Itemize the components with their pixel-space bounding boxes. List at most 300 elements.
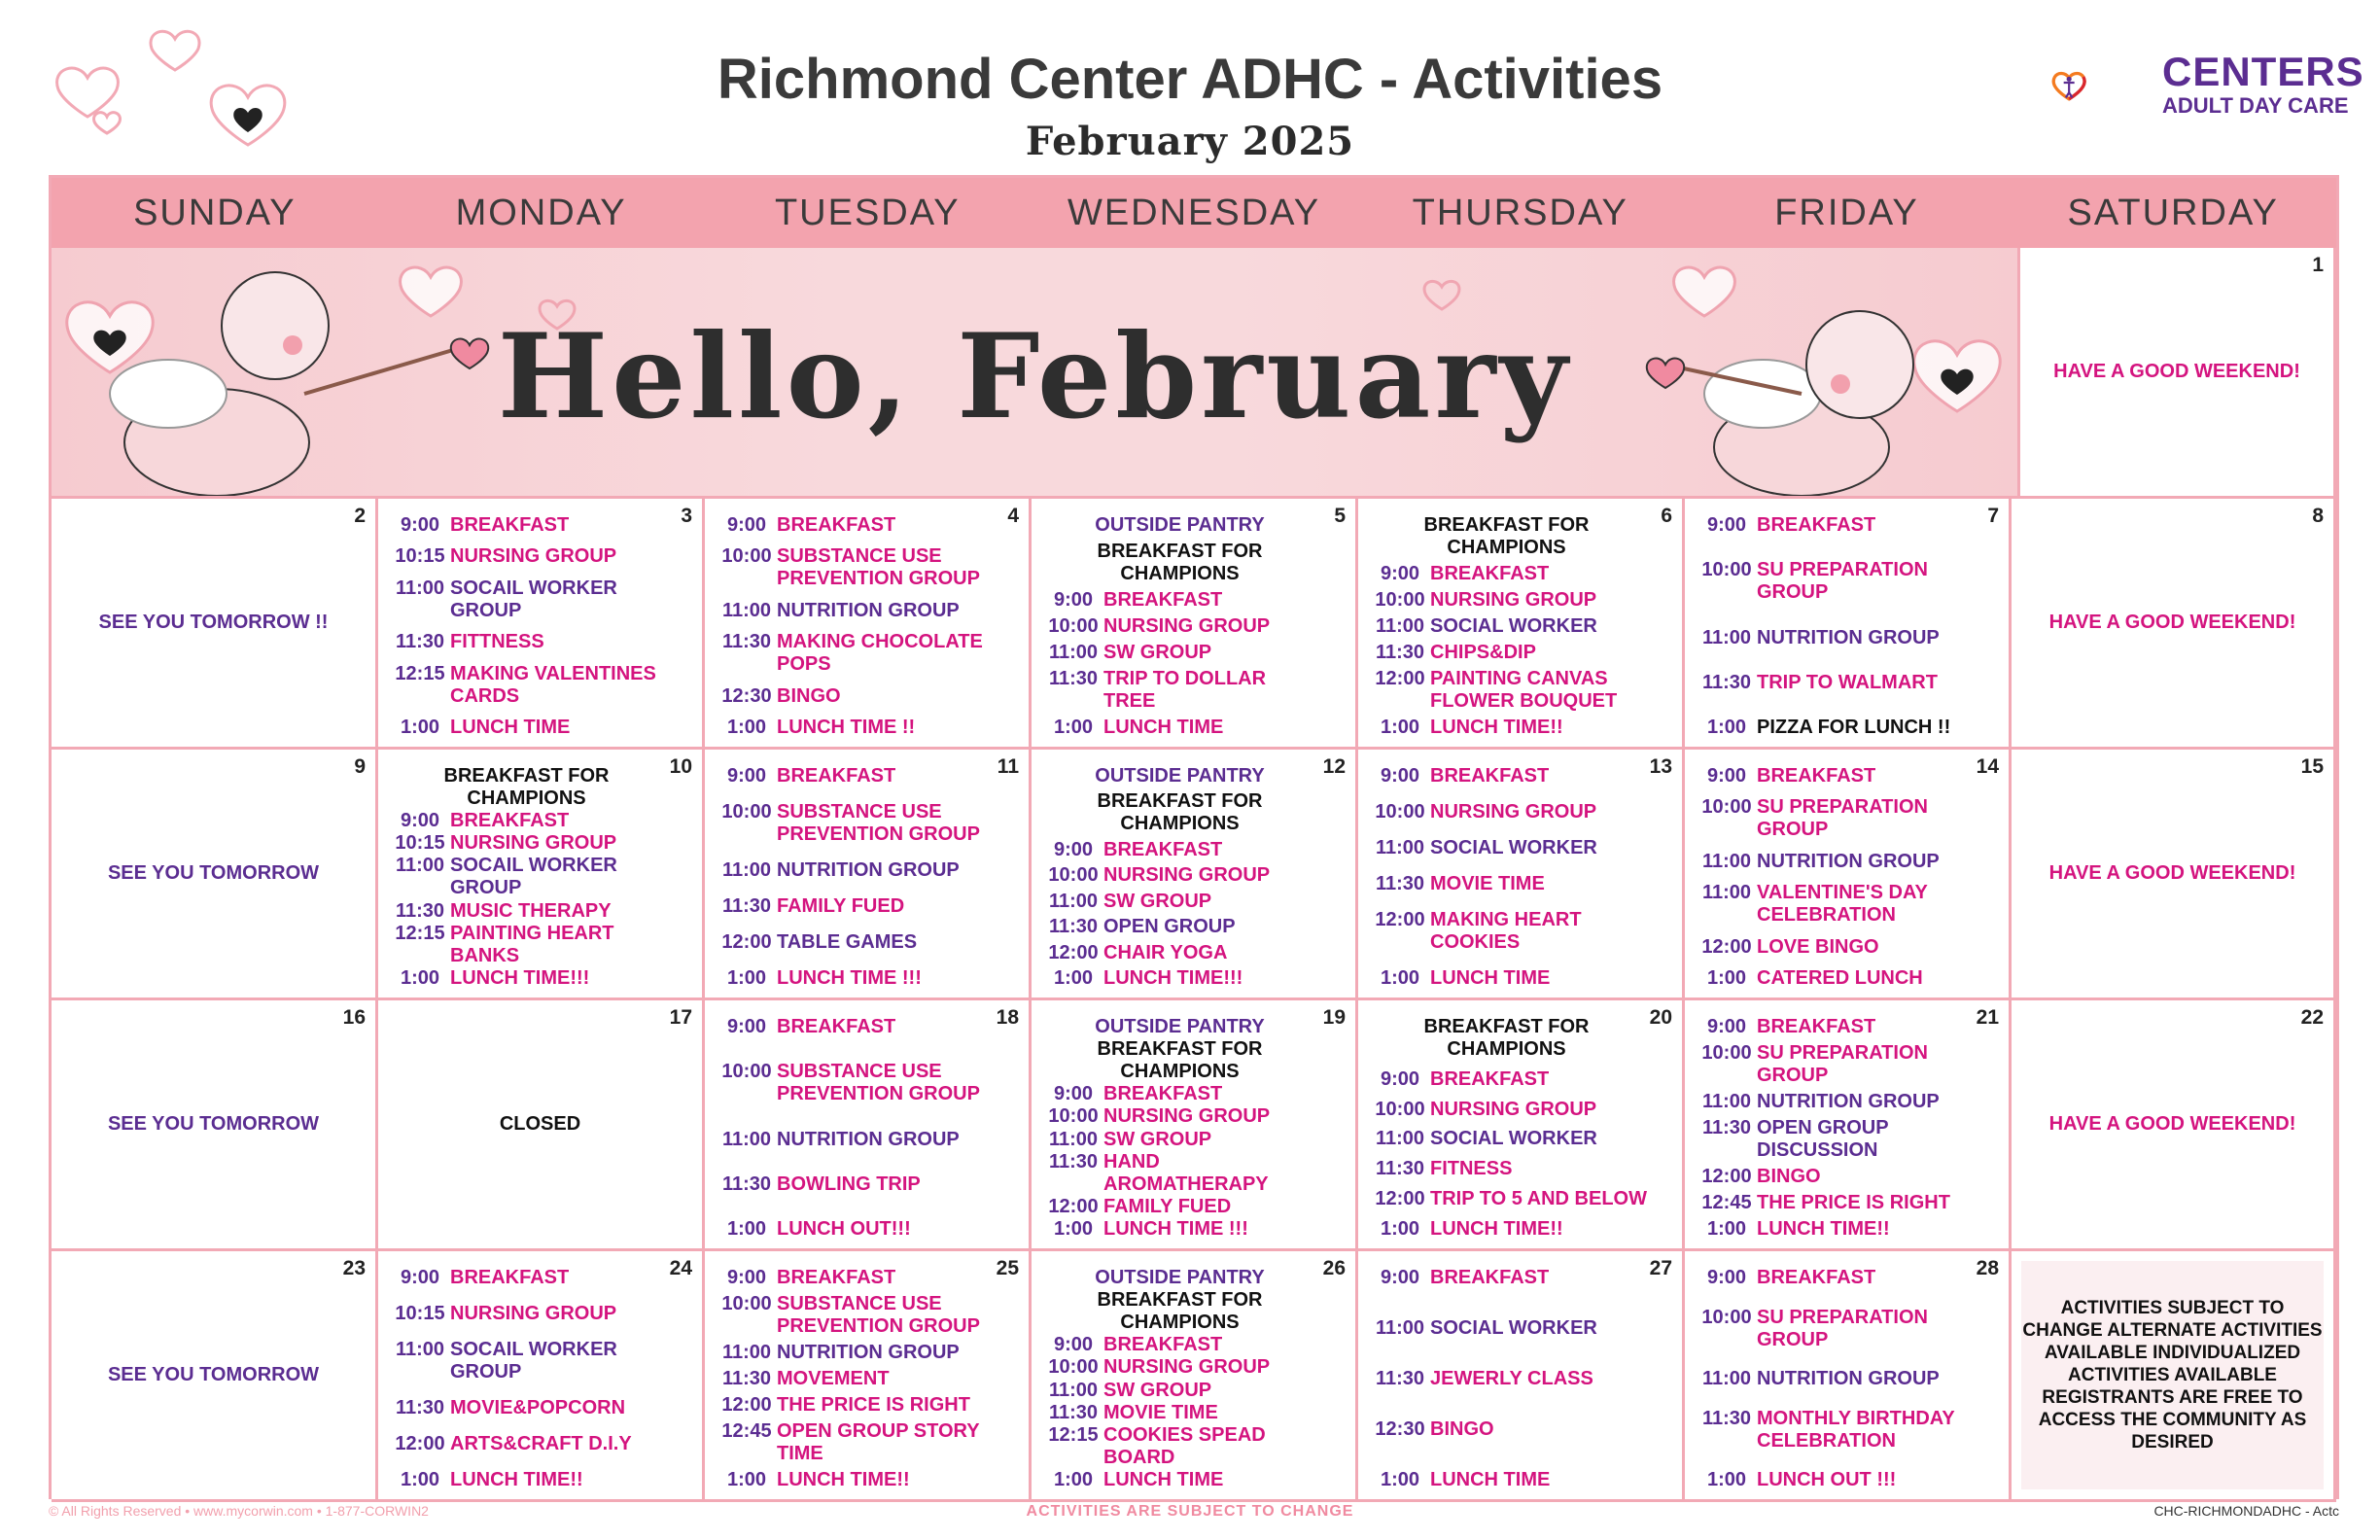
day-number: 21 (1976, 1006, 1999, 1029)
day-cell-mon (378, 750, 705, 1000)
activity-description: JEWERLY CLASS (1430, 1368, 1593, 1389)
activity-description: NURSING GROUP (1103, 615, 1271, 637)
activity-item (1043, 642, 1322, 664)
activity-item (1370, 717, 1649, 739)
activity-item (717, 1129, 996, 1151)
activity-time: 12:45 (1701, 1192, 1752, 1213)
day-message: SEE YOU TOMORROW !! (98, 612, 329, 633)
day-cell-sun (52, 750, 378, 1000)
activity-description: SUBSTANCE USE PREVENTION GROUP (777, 1061, 980, 1105)
activity-list (717, 1016, 996, 1241)
activity-time: 11:30 (1701, 1117, 1752, 1138)
activity-description: MOVIE&POPCORN (450, 1397, 626, 1418)
activity-item (390, 1303, 669, 1325)
day-number: 2 (354, 505, 366, 527)
activity-description: SW GROUP (1103, 1128, 1212, 1150)
activity-time: 11:00 (1701, 850, 1752, 872)
activity-time: 11:00 (1701, 1368, 1752, 1389)
activity-time: 11:00 (1701, 1091, 1752, 1112)
day-number: 18 (996, 1006, 1019, 1029)
activity-item (1043, 541, 1322, 585)
activity-time: 11:30 (395, 1397, 445, 1418)
activity-description: LUNCH TIME!! (777, 1469, 910, 1490)
day-cell-fri (1685, 1251, 2012, 1502)
activity-time: 12:00 (1701, 935, 1752, 958)
activity-item (1370, 1128, 1649, 1150)
activity-description: SOCIAL WORKER (1430, 837, 1597, 858)
activity-item (1043, 790, 1322, 835)
activity-item (717, 859, 996, 882)
activity-item (390, 631, 669, 653)
activity-item (1043, 916, 1322, 938)
activity-item (1697, 1408, 1976, 1452)
activity-item (1370, 615, 1649, 638)
day-cell-sat (2012, 1000, 2336, 1251)
day-message: SEE YOU TOMORROW (107, 1113, 320, 1135)
activity-time: 12:15 (395, 662, 445, 684)
activity-time: 10:00 (1701, 796, 1752, 819)
day-cell-tue (705, 1000, 1032, 1251)
activity-description: NUTRITION GROUP (777, 599, 960, 621)
day-number: 17 (669, 1006, 692, 1029)
day-monday: MONDAY (455, 192, 627, 233)
day-number: 28 (1976, 1257, 1999, 1279)
activity-list (1043, 514, 1322, 739)
activity-description: MAKING VALENTINES CARDS (450, 662, 656, 707)
activity-description: LUNCH TIME !!! (777, 967, 922, 989)
activity-time: 11:30 (721, 1368, 772, 1389)
activity-description: PAINTING HEART BANKS (450, 922, 614, 966)
day-wednesday: WEDNESDAY (1067, 192, 1321, 233)
activity-item (1697, 627, 1976, 649)
activity-list (1370, 1016, 1649, 1241)
day-cell-mon (378, 1251, 705, 1502)
activity-description: MOVEMENT (777, 1368, 890, 1389)
page-title: Richmond Center ADHC - Activities (717, 48, 1663, 111)
activity-description: CHAIR YOGA (1103, 941, 1228, 963)
activity-description: SUBSTANCE USE PREVENTION GROUP (777, 801, 980, 845)
activity-description: NURSING GROUP (450, 832, 617, 855)
activity-item (1043, 1267, 1322, 1289)
activity-description: SW GROUP (1103, 890, 1212, 912)
activity-time: 11:00 (395, 577, 445, 599)
activity-description: OUTSIDE PANTRY (1095, 514, 1265, 536)
activity-description: BREAKFAST (450, 514, 570, 536)
activity-time: 9:00 (726, 765, 767, 787)
activity-time: 12:00 (1048, 941, 1099, 963)
day-cell-fri (1685, 1000, 2012, 1251)
activity-item (1697, 967, 1976, 990)
activity-description: BREAKFAST (1103, 589, 1223, 611)
activity-description: SUBSTANCE USE PREVENTION GROUP (777, 545, 980, 590)
activity-description: THE PRICE IS RIGHT (777, 1394, 970, 1416)
activity-item (1697, 1042, 1976, 1087)
activity-description: ARTS&CRAFT D.I.Y (450, 1433, 632, 1454)
activity-time: 11:00 (1048, 1128, 1099, 1150)
activity-time: 10:00 (1375, 1098, 1425, 1120)
activity-item (1697, 851, 1976, 873)
activity-time: 1:00 (400, 1469, 440, 1490)
activity-time: 10:00 (1048, 1356, 1099, 1379)
activity-time: 9:00 (1053, 1083, 1094, 1105)
centers-logo-icon (2049, 43, 2156, 130)
day-saturday: SATURDAY (2067, 192, 2279, 233)
activity-time: 10:00 (721, 1061, 772, 1083)
activity-description: NURSING GROUP (1103, 864, 1271, 887)
activity-item (717, 631, 996, 676)
activity-time: 9:00 (400, 514, 440, 536)
activity-time: 12:00 (721, 931, 772, 953)
activity-time: 11:30 (395, 631, 445, 653)
day-number: 4 (1007, 505, 1019, 527)
activity-time: 1:00 (726, 967, 767, 989)
activity-description: OPEN GROUP (1103, 916, 1236, 938)
activity-item (1370, 1068, 1649, 1091)
day-message: CLOSED (499, 1113, 581, 1135)
activity-item (1697, 1307, 1976, 1351)
activity-list (717, 514, 996, 739)
activity-item (1043, 615, 1322, 638)
activity-description: NUTRITION GROUP (777, 1128, 960, 1150)
logo-line2: ADULT DAY CARE (2162, 93, 2349, 118)
activity-time: 11:00 (1048, 890, 1099, 912)
activity-description: BREAKFAST (1103, 1334, 1223, 1356)
activity-description: CATERED LUNCH (1757, 966, 1923, 989)
activity-time: 1:00 (400, 716, 440, 738)
activity-time: 11:30 (1048, 668, 1099, 689)
day-cell-wed (1032, 499, 1358, 750)
activity-time: 11:00 (721, 859, 772, 881)
activity-description: MONTHLY BIRTHDAY CELEBRATION (1757, 1407, 1955, 1452)
activity-time: 11:00 (1701, 882, 1752, 904)
day-number: 5 (1334, 505, 1346, 527)
activity-item (1043, 1424, 1322, 1469)
day-number: 12 (1322, 755, 1346, 778)
day-sunday: SUNDAY (133, 192, 297, 233)
activity-description: SOCIAL WORKER (1430, 615, 1597, 637)
activity-description: BREAKFAST (1757, 514, 1876, 536)
activity-time: 9:00 (1706, 765, 1747, 787)
activity-item (1697, 1218, 1976, 1241)
activity-description: LOVE BINGO (1757, 935, 1879, 958)
day-cell-fri (1685, 499, 2012, 750)
day-friday: FRIDAY (1774, 192, 1919, 233)
activity-time: 11:30 (1048, 1401, 1099, 1423)
activity-time: 1:00 (726, 716, 767, 738)
activity-list (390, 514, 669, 739)
activity-description: LUNCH TIME!! (1430, 717, 1563, 738)
day-cell-thu (1358, 1251, 1685, 1502)
activity-time: 9:00 (1706, 1016, 1747, 1037)
activity-description: BREAKFAST (1103, 1083, 1223, 1105)
activity-time: 11:30 (1375, 1158, 1425, 1180)
activity-description: FITTNESS (450, 631, 544, 653)
day-number: 10 (669, 755, 692, 778)
activity-time: 9:00 (1706, 1267, 1747, 1288)
activity-description: BREAKFAST FOR CHAMPIONS (1097, 1038, 1263, 1083)
activity-description: LUNCH TIME!!! (1103, 966, 1243, 989)
activity-description: BREAKFAST (1757, 1016, 1876, 1037)
activity-description: BREAKFAST FOR CHAMPIONS (1097, 1289, 1263, 1334)
activity-item (1697, 1166, 1976, 1188)
activity-time: 11:30 (721, 1172, 772, 1195)
activity-item (717, 967, 996, 990)
logo-line1: CENTERS (2162, 49, 2364, 94)
activity-item (717, 1016, 996, 1038)
calendar-grid (49, 175, 2339, 1499)
activity-time: 10:00 (721, 545, 772, 568)
activity-item (390, 663, 669, 708)
activity-item (1697, 672, 1976, 694)
day-cell-1 (2020, 248, 2336, 499)
activity-description: BREAKFAST (1430, 1267, 1550, 1288)
activity-time: 11:00 (721, 599, 772, 621)
day-cell-sun (52, 1000, 378, 1251)
activity-time: 11:30 (1048, 1150, 1099, 1172)
day-cell-mon (378, 1000, 705, 1251)
activity-description: BINGO (777, 684, 841, 707)
activity-description: NURSING GROUP (1430, 1098, 1597, 1120)
activity-item (717, 931, 996, 954)
activity-item (717, 1394, 996, 1417)
activity-description: SOCAIL WORKER GROUP (450, 1339, 617, 1382)
activity-item (1370, 1368, 1649, 1390)
activity-description: LUNCH TIME (1103, 717, 1224, 738)
activity-time: 11:00 (721, 1342, 772, 1363)
activity-item (1370, 909, 1649, 954)
activity-item (1043, 1380, 1322, 1402)
activity-time: 9:00 (1053, 838, 1094, 860)
activity-time: 11:30 (1375, 873, 1425, 894)
activity-item (1043, 1038, 1322, 1083)
activity-time: 11:00 (1048, 1379, 1099, 1401)
activity-description: SU PREPARATION GROUP (1757, 1306, 1928, 1350)
activity-time: 12:45 (721, 1420, 772, 1442)
activity-description: LUNCH TIME!! (1430, 1217, 1563, 1240)
activity-time: 11:00 (1375, 1128, 1425, 1150)
banner-title: Hello, February (497, 308, 1572, 445)
day-number: 16 (342, 1006, 366, 1029)
activity-description: MAKING CHOCOLATE POPS (777, 631, 983, 676)
activity-item (717, 1368, 996, 1390)
activity-description: OUTSIDE PANTRY (1095, 1267, 1265, 1288)
activity-item (717, 1173, 996, 1196)
activity-time: 11:00 (721, 1128, 772, 1150)
activity-item (390, 514, 669, 537)
activity-item (1043, 1218, 1322, 1241)
day-number: 22 (2300, 1006, 2324, 1029)
day-cell-wed (1032, 1251, 1358, 1502)
day-number: 27 (1649, 1257, 1672, 1279)
activity-time: 9:00 (1380, 1267, 1420, 1288)
activity-description: TRIP TO WALMART (1757, 671, 1938, 693)
activity-time: 10:00 (721, 801, 772, 822)
activity-time: 1:00 (1053, 717, 1094, 738)
day-number: 19 (1322, 1006, 1346, 1029)
activity-item (1043, 514, 1322, 537)
activity-item (717, 895, 996, 918)
activity-item (717, 1342, 996, 1364)
copyright-footer: © All Rights Reserved • www.mycorwin.com • 1-877-CORWIN2 (49, 1503, 429, 1519)
activity-description: LUNCH TIME!! (1757, 1218, 1890, 1240)
activity-time: 9:00 (1053, 589, 1094, 611)
day-cell-sat (2012, 499, 2336, 750)
activity-description: OPEN GROUP DISCUSSION (1757, 1117, 1889, 1161)
activity-item (717, 1061, 996, 1105)
activity-time: 1:00 (1380, 1469, 1420, 1490)
day-number: 1 (2312, 254, 2324, 276)
activity-item (1043, 1196, 1322, 1218)
activity-time: 1:00 (1053, 1468, 1094, 1490)
activity-description: TRIP TO 5 AND BELOW (1430, 1188, 1647, 1210)
activity-item (1697, 1267, 1976, 1289)
activity-description: BREAKFAST (777, 765, 896, 787)
activity-list (717, 1267, 996, 1491)
activity-item (1043, 668, 1322, 713)
activity-time: 10:00 (1375, 801, 1425, 822)
day-number: 3 (681, 505, 692, 527)
activity-description: SUBSTANCE USE PREVENTION GROUP (777, 1293, 980, 1337)
activity-list (1697, 1016, 1976, 1241)
activity-time: 9:00 (726, 1267, 767, 1288)
day-number: 13 (1649, 755, 1672, 778)
day-number: 15 (2300, 755, 2324, 778)
activity-list (1370, 765, 1649, 990)
activity-item (1370, 837, 1649, 859)
activity-description: THE PRICE IS RIGHT (1757, 1192, 1950, 1213)
day-number: 9 (354, 755, 366, 778)
activity-time: 1:00 (1380, 967, 1420, 989)
day-number: 26 (1322, 1257, 1346, 1279)
activity-item (717, 1469, 996, 1491)
activity-item (1043, 1469, 1322, 1491)
activity-item (1043, 1334, 1322, 1356)
activity-time: 11:00 (1375, 837, 1425, 858)
activity-time: 1:00 (1053, 1217, 1094, 1240)
activity-description: MOVIE TIME (1103, 1401, 1218, 1423)
activity-item (1370, 801, 1649, 823)
activity-item (1697, 1192, 1976, 1214)
activity-description: LUNCH OUT!!! (777, 1218, 911, 1240)
activity-item (1697, 559, 1976, 604)
activity-item (1043, 839, 1322, 861)
activity-description: NURSING GROUP (1103, 1105, 1271, 1128)
activity-item (390, 1433, 669, 1455)
activity-time: 10:00 (1375, 589, 1425, 611)
activity-time: 11:30 (721, 631, 772, 653)
activity-description: LUNCH TIME!! (450, 1469, 583, 1490)
activity-description: LUNCH TIME (1430, 967, 1551, 989)
activity-time: 10:00 (1048, 1105, 1099, 1128)
activity-item (390, 810, 669, 832)
day-cell-sat (2012, 750, 2336, 1000)
activity-item (1370, 967, 1649, 990)
activity-item (390, 923, 669, 967)
activity-item (390, 717, 669, 739)
activity-time: 12:15 (395, 922, 445, 944)
activity-description: BREAKFAST FOR CHAMPIONS (1423, 514, 1590, 558)
activity-list (1697, 514, 1976, 739)
activity-description: TRIP TO DOLLAR TREE (1103, 668, 1267, 712)
activity-time: 1:00 (1380, 1217, 1420, 1240)
activity-item (1370, 1158, 1649, 1180)
activity-list (390, 765, 669, 990)
activity-description: BREAKFAST (777, 1016, 896, 1037)
activity-list (1043, 1016, 1322, 1241)
day-cell-tue (705, 750, 1032, 1000)
day-number: 6 (1661, 505, 1672, 527)
activity-time: 12:00 (1375, 909, 1425, 930)
activity-time: 11:00 (1375, 615, 1425, 637)
activity-description: PAINTING CANVAS FLOWER BOUQUET (1430, 668, 1618, 712)
activity-item (1043, 1402, 1322, 1424)
weekday-header (52, 178, 2336, 248)
weekend-message: HAVE A GOOD WEEKEND! (2048, 1113, 2296, 1135)
activity-item (1370, 1188, 1649, 1210)
activity-item (1043, 942, 1322, 964)
activity-time: 9:00 (400, 810, 440, 832)
centers-logo-text (2162, 51, 2364, 119)
activity-description: PIZZA FOR LUNCH !! (1757, 717, 1951, 738)
day-cell-sun (52, 1251, 378, 1502)
activity-item (1370, 1218, 1649, 1241)
activity-list (1370, 1267, 1649, 1491)
activity-description: MAKING HEART COOKIES (1430, 909, 1582, 953)
activity-item (390, 1397, 669, 1419)
activity-description: LUNCH TIME !!! (1103, 1217, 1248, 1240)
activity-description: LUNCH TIME !! (777, 716, 916, 738)
activity-item (1370, 1267, 1649, 1289)
activity-description: BOWLING TRIP (777, 1172, 921, 1195)
day-number: 20 (1649, 1006, 1672, 1029)
activity-description: SW GROUP (1103, 1379, 1212, 1401)
activity-item (390, 1339, 669, 1383)
activity-time: 10:00 (721, 1293, 772, 1314)
day-cell-sun (52, 499, 378, 750)
activity-item (1697, 1016, 1976, 1038)
day-number: 7 (1987, 505, 1999, 527)
activity-item (717, 765, 996, 788)
activity-time: 10:00 (1701, 1306, 1752, 1328)
activity-item (1043, 1356, 1322, 1379)
activity-item (1043, 765, 1322, 788)
activity-time: 10:00 (1701, 559, 1752, 581)
activity-time: 1:00 (1706, 1218, 1747, 1240)
activity-item (1370, 563, 1649, 585)
activity-description: BREAKFAST FOR CHAMPIONS (443, 765, 610, 809)
day-cell-tue (705, 1251, 1032, 1502)
activity-time: 11:00 (1048, 642, 1099, 663)
activity-time: 10:15 (395, 545, 445, 568)
day-message: SEE YOU TOMORROW (107, 1364, 320, 1385)
activity-item (1370, 1016, 1649, 1061)
activity-description: FAMILY FUED (1103, 1195, 1232, 1217)
activity-item (717, 514, 996, 537)
activity-item (390, 578, 669, 622)
activity-item (1697, 717, 1976, 739)
day-number: 8 (2312, 505, 2324, 527)
activity-description: BINGO (1430, 1418, 1494, 1440)
activity-time: 9:00 (1380, 1068, 1420, 1090)
activity-time: 11:00 (1375, 1317, 1425, 1339)
activity-description: SOCIAL WORKER (1430, 1128, 1597, 1150)
activity-description: BREAKFAST (450, 810, 570, 832)
activity-description: CHIPS&DIP (1430, 642, 1536, 663)
activity-item (1697, 1469, 1976, 1491)
activity-item (1043, 1105, 1322, 1128)
activity-item (1043, 1289, 1322, 1334)
change-notice-footer: ACTIVITIES ARE SUBJECT TO CHANGE (1026, 1503, 1354, 1520)
